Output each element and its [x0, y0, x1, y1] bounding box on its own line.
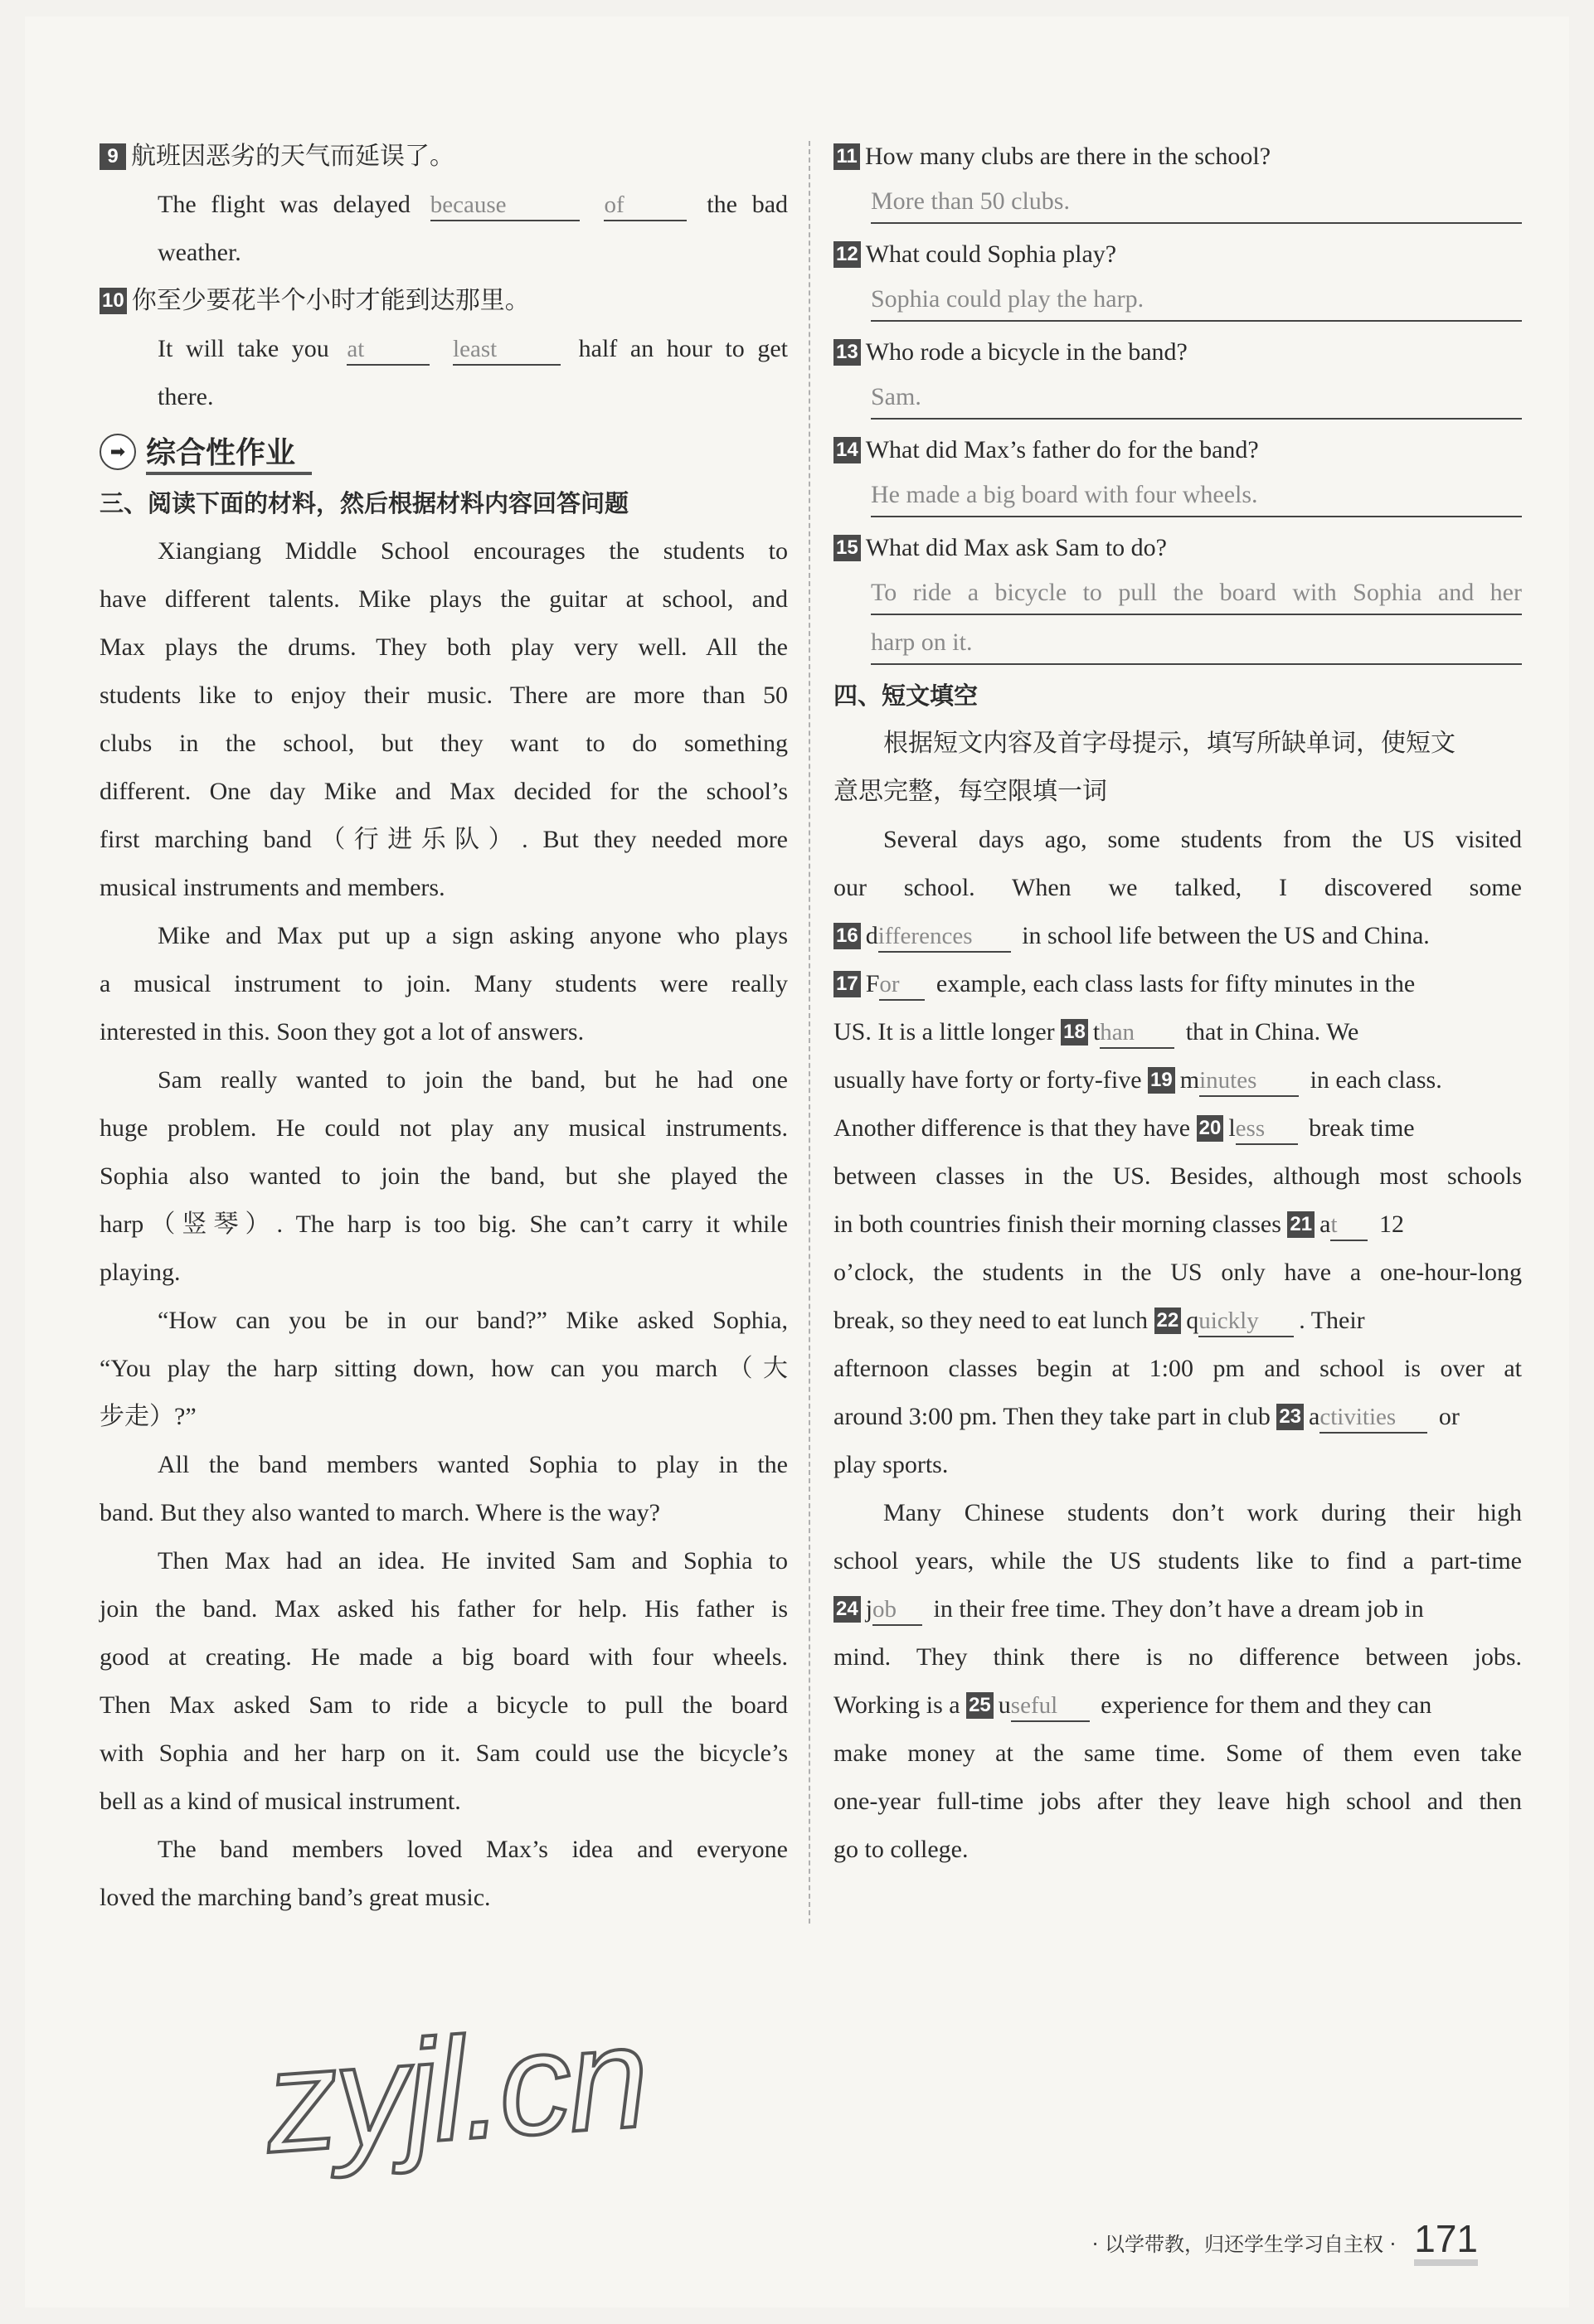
- answer-line[interactable]: Sam.: [871, 376, 1522, 420]
- page-footer: [1092, 2218, 1478, 2266]
- q10-english: It will take you at least half an hour to get: [100, 325, 788, 373]
- blank-16-number: 16: [833, 923, 861, 949]
- cloze-line: Many Chinese students don’t work during their high: [883, 1499, 1522, 1526]
- passage-line: interested in this. Soon they got a lot of answers.: [100, 1018, 585, 1046]
- cloze-line-19: usually have forty or forty-five 19 minutes in each class.: [833, 1056, 1522, 1104]
- question-11: [833, 133, 1522, 181]
- cloze-line: our school. When we talked, I discovered some: [833, 874, 1522, 901]
- page: [25, 17, 1569, 2307]
- passage-line: Sam really wanted to join the band, but he had one: [158, 1066, 788, 1094]
- column-divider: [809, 141, 810, 1924]
- passage-line: “You play the harp sitting down, how can you march（大: [100, 1355, 788, 1382]
- q10-chinese: 10 你至少要花半个小时才能到达那里。: [100, 277, 788, 325]
- section-3-title: 三、阅读下面的材料，然后根据材料内容回答问题: [100, 489, 629, 517]
- cloze-line-21: in both countries finish their morning classes 21 at 12: [833, 1201, 1522, 1249]
- answer-line[interactable]: He made a big board with four wheels.: [871, 474, 1522, 517]
- cloze-line-16: 16 differences in school life between the US and China.: [833, 912, 1522, 960]
- passage-line: Xiangiang Middle School encourages the students to: [158, 537, 788, 565]
- passage-line: Then Max asked Sam to ride a bicycle to pull the board: [100, 1691, 788, 1719]
- passage-line: huge problem. He could not play any musical instruments.: [100, 1114, 788, 1142]
- passage-line: Sophia also wanted to join the band, but she played the: [100, 1162, 788, 1190]
- cloze-line-23: around 3:00 pm. Then they take part in club 23 activities or: [833, 1393, 1522, 1441]
- question-number: 15: [833, 535, 861, 561]
- blank-21-number: 21: [1287, 1211, 1315, 1238]
- q10-blank-1[interactable]: at: [347, 334, 430, 366]
- comprehension-questions: [833, 133, 1522, 665]
- cloze-line: school years, while the US students like to find a part-time: [833, 1547, 1522, 1574]
- cloze-line: make money at the same time. Some of them even take: [833, 1739, 1522, 1767]
- blank-17-number: 17: [833, 971, 861, 997]
- passage-line: join the band. Max asked his father for help. His father is: [100, 1595, 788, 1623]
- blank-22-number: 22: [1154, 1308, 1182, 1334]
- homework-banner: ➡ 综合性作业: [100, 426, 788, 478]
- q10-blank-2[interactable]: least: [453, 334, 561, 366]
- answer-line[interactable]: To ride a bicycle to pull the board with Sophia and her: [871, 572, 1522, 615]
- cloze-line: play sports.: [833, 1451, 949, 1478]
- question-text: How many clubs are there in the school?: [865, 143, 1271, 170]
- passage-line: playing.: [100, 1259, 181, 1286]
- blank-19[interactable]: inutes: [1199, 1065, 1299, 1097]
- passage-line: band. But they also wanted to march. Where is the way?: [100, 1499, 660, 1526]
- blank-16[interactable]: ifferences: [878, 921, 1011, 953]
- blank-20[interactable]: ess: [1236, 1113, 1298, 1145]
- question-text: What did Max ask Sam to do?: [865, 534, 1167, 561]
- blank-20-number: 20: [1197, 1115, 1224, 1142]
- passage-line: All the band members wanted Sophia to play in the: [158, 1451, 788, 1478]
- blank-17[interactable]: or: [879, 969, 925, 1001]
- q9-english-end: weather.: [158, 239, 241, 266]
- footer-slogan: · 以学带教，归还学生学习自主权 ·: [1091, 2232, 1397, 2256]
- cloze-line-17: 17 For example, each class lasts for fifty minutes in the: [833, 960, 1522, 1008]
- passage-line: good at creating. He made a big board with four wheels.: [100, 1643, 788, 1671]
- answer-line[interactable]: harp on it.: [871, 622, 1522, 665]
- answer-line[interactable]: More than 50 clubs.: [871, 181, 1522, 224]
- cloze-line: mind. They think there is no difference between jobs.: [833, 1643, 1522, 1671]
- question-12: [833, 230, 1522, 279]
- blank-18[interactable]: han: [1100, 1017, 1174, 1049]
- q10-number: 10: [100, 288, 127, 314]
- answer-line[interactable]: Sophia could play the harp.: [871, 279, 1522, 322]
- passage-line: Then Max had an idea. He invited Sam and Sophia to: [158, 1547, 788, 1574]
- passage-line: musical instruments and members.: [100, 874, 445, 901]
- blank-23-number: 23: [1276, 1404, 1304, 1430]
- blank-22[interactable]: uickly: [1198, 1306, 1294, 1337]
- cloze-line-22: break, so they need to eat lunch 22 quickly . Their: [833, 1297, 1522, 1345]
- passage-line: different. One day Mike and Max decided for the school’s: [100, 778, 788, 805]
- q10-english-end: there.: [158, 383, 214, 410]
- cloze-line: between classes in the US. Besides, although most schools: [833, 1162, 1522, 1190]
- question-text: What did Max’s father do for the band?: [865, 436, 1259, 463]
- question-text: Who rode a bicycle in the band?: [865, 338, 1188, 366]
- question-number: 11: [833, 143, 860, 170]
- question-13: [833, 328, 1522, 376]
- cloze-line: afternoon classes begin at 1:00 pm and school is over at: [833, 1355, 1522, 1382]
- blank-18-number: 18: [1061, 1019, 1088, 1046]
- question-text: What could Sophia play?: [865, 240, 1117, 268]
- section-4-title: 四、短文填空: [833, 682, 979, 710]
- passage-line: Max plays the drums. They both play very well. All the: [100, 633, 788, 661]
- cloze-line: o’clock, the students in the US only have a one-hour-long: [833, 1259, 1522, 1286]
- question-number: 14: [833, 437, 861, 463]
- cloze-line: Several days ago, some students from the US visited: [883, 826, 1522, 853]
- cloze-line-20: Another difference is that they have 20 less break time: [833, 1104, 1522, 1152]
- passage-line: with Sophia and her harp on it. Sam could use the bicycle’s: [100, 1739, 788, 1767]
- blank-19-number: 19: [1148, 1067, 1175, 1094]
- q9-blank-1[interactable]: because: [430, 190, 580, 221]
- passage-line: “How can you be in our band?” Mike asked Sophia,: [158, 1307, 788, 1334]
- blank-24[interactable]: ob: [872, 1594, 922, 1626]
- cloze-line-24: 24 job in their free time. They don’t have a dream job in: [833, 1585, 1522, 1633]
- passage-line: first marching band（行进乐队）. But they needed more: [100, 826, 788, 853]
- instruction-line-1: 根据短文内容及首字母提示，填写所缺单词，使短文: [883, 729, 1455, 758]
- instruction-line-2: 意思完整，每空限填一词: [833, 777, 1107, 806]
- page-number: 171: [1414, 2218, 1478, 2266]
- passage-line: a musical instrument to join. Many students were really: [100, 970, 788, 997]
- q9-english: The flight was delayed because of the bad: [100, 181, 788, 229]
- right-column: [833, 133, 1522, 1874]
- passage-line: have different talents. Mike plays the guitar at school, and: [100, 585, 788, 613]
- passage-line: The band members loved Max’s idea and everyone: [158, 1836, 788, 1863]
- passage-line: Mike and Max put up a sign asking anyone who plays: [158, 922, 788, 949]
- blank-23[interactable]: ctivities: [1319, 1402, 1427, 1434]
- passage-line: students like to enjoy their music. There are more than 50: [100, 682, 788, 709]
- q9-chinese: 9 航班因恶劣的天气而延误了。: [100, 133, 788, 181]
- passage-line: loved the marching band’s great music.: [100, 1884, 491, 1911]
- blank-21[interactable]: t: [1330, 1210, 1368, 1241]
- q9-number: 9: [100, 143, 126, 170]
- watermark-logo: zyjl.cn: [260, 1996, 651, 2184]
- question-number: 12: [833, 241, 861, 268]
- arrow-right-icon: ➡: [100, 434, 136, 470]
- cloze-line: go to college.: [833, 1836, 969, 1863]
- blank-25[interactable]: seful: [1011, 1691, 1090, 1722]
- cloze-line: one-year full-time jobs after they leave high school and then: [833, 1788, 1522, 1815]
- question-number: 13: [833, 339, 861, 366]
- q9-blank-2[interactable]: of: [604, 190, 687, 221]
- blank-25-number: 25: [966, 1692, 994, 1719]
- question-15: [833, 524, 1522, 572]
- cloze-line-18: US. It is a little longer 18 than that in China. We: [833, 1008, 1522, 1056]
- passage-line: bell as a kind of musical instrument.: [100, 1788, 461, 1815]
- passage-line: harp（竖琴）. The harp is too big. She can’t carry it while: [100, 1211, 788, 1238]
- passage-line: clubs in the school, but they want to do something: [100, 730, 788, 757]
- cloze-line-25: Working is a 25 useful experience for them and they can: [833, 1681, 1522, 1730]
- blank-24-number: 24: [833, 1596, 861, 1623]
- question-14: [833, 426, 1522, 474]
- reading-passage: [100, 527, 788, 1922]
- passage-line: 步走）?”: [100, 1403, 197, 1430]
- left-column: [100, 133, 788, 1922]
